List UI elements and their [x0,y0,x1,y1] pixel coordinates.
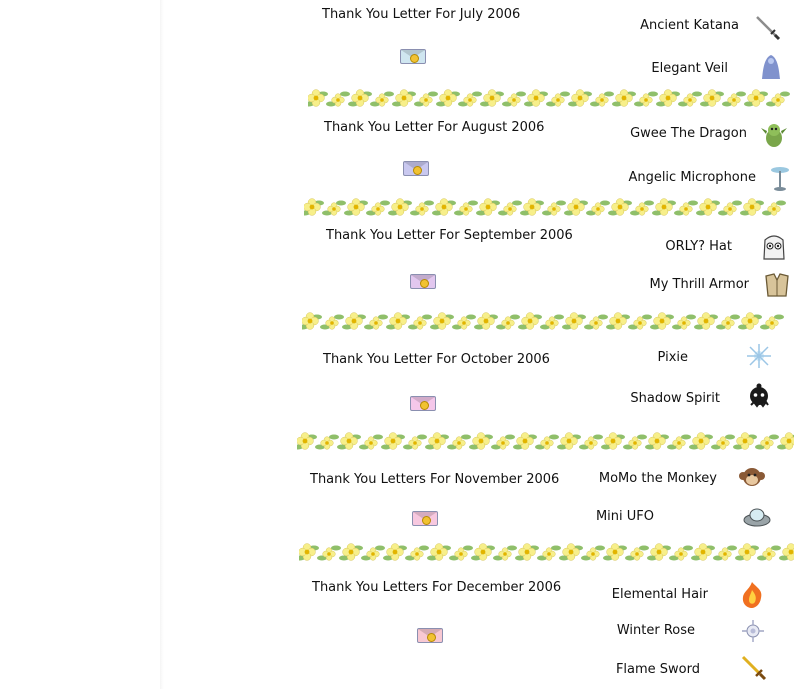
garland-flower [689,433,713,450]
envelope-august[interactable] [403,161,429,176]
garland-flower [667,435,691,450]
garland-flower [436,90,460,107]
garland-flower [537,546,561,561]
garland-flower [410,201,434,216]
garland-flower [564,199,588,216]
item-winter-rose: Winter Rose [616,623,695,638]
garland-flower [634,92,658,107]
garland-flower [672,315,696,330]
garland-flower [647,544,671,561]
garland-flower [366,201,390,216]
garland-flower [650,313,674,330]
item-shadow-spirit: Shadow Spirit [630,391,720,406]
garland-flower [700,90,724,107]
item-ancient-katana: Ancient Katana [640,18,739,33]
flower-garland-divider [304,195,794,221]
garland-flower [304,199,324,216]
garland-flower [625,546,649,561]
item-angelic-microphone: Angelic Microphone [628,170,756,185]
garland-flower [738,313,762,330]
garland-flower [524,90,548,107]
garland-flower [757,546,781,561]
garland-flower [713,546,737,561]
envelope-december[interactable] [417,628,443,643]
garland-flower [344,199,368,216]
garland-flower [302,313,322,330]
item-orly-hat: ORLY? Hat [665,239,732,254]
envelope-october[interactable] [410,396,436,411]
section-title-december: Thank You Letters For December 2006 [312,580,562,595]
microphone-icon [765,164,795,194]
garland-flower [542,201,566,216]
garland-flower [760,315,784,330]
garland-flower [297,433,317,450]
garland-flower [540,315,564,330]
garland-flower [722,92,746,107]
garland-flower [740,199,764,216]
garland-flower [383,544,407,561]
envelope-seal [410,54,419,63]
garland-flower [518,313,542,330]
garland-flower [317,546,341,561]
owl-hat-icon [759,232,789,262]
garland-flower [766,92,790,107]
garland-flower [557,433,581,450]
garland-flower [491,435,515,450]
garland-flower [630,201,654,216]
garland-flower [581,546,605,561]
section-title-november: Thank You Letters For November 2006 [310,472,560,487]
garland-flower [601,433,625,450]
garland-flower [623,435,647,450]
garland-flower [474,313,498,330]
garland-flower [339,544,363,561]
garland-flower [359,435,383,450]
shadow-spirit-icon [744,381,774,411]
garland-flower [348,90,372,107]
garland-flower [469,433,493,450]
garland-flower [716,315,740,330]
item-elemental-hair: Elemental Hair [611,587,708,602]
item-pixie: Pixie [657,350,688,365]
garland-flower [568,90,592,107]
flower-garland-divider [308,86,794,112]
garland-flower [458,92,482,107]
garland-flower [694,313,718,330]
item-flame-sword: Flame Sword [615,662,700,677]
garland-flower [674,201,698,216]
garland-flower [590,92,614,107]
katana-icon [752,12,782,42]
garland-flower [656,90,680,107]
garland-flower [779,544,794,561]
item-mini-ufo: Mini UFO [595,509,654,524]
garland-flower [408,315,432,330]
envelope-july[interactable] [400,49,426,64]
garland-flower [520,199,544,216]
item-my-thrill-armor: My Thrill Armor [649,277,749,292]
garland-flower [711,435,735,450]
garland-flower [513,433,537,450]
section-title-august: Thank You Letter For August 2006 [324,120,545,135]
garland-flower [755,435,779,450]
flame-hair-icon [737,580,767,610]
garland-flower [584,315,608,330]
garland-flower [696,199,720,216]
envelope-september[interactable] [410,274,436,289]
garland-flower [628,315,652,330]
garland-flower [546,92,570,107]
garland-flower [449,546,473,561]
garland-flower [337,433,361,450]
garland-flower [364,315,388,330]
garland-flower [299,544,319,561]
garland-flower [454,201,478,216]
garland-flower [515,544,539,561]
rose-icon [738,616,768,646]
item-elegant-veil: Elegant Veil [651,61,728,76]
flame-sword-icon [738,652,768,682]
garland-flower [452,315,476,330]
armor-icon [762,270,792,300]
garland-flower [432,199,456,216]
envelope-seal [420,401,429,410]
garland-flower [744,90,768,107]
garland-flower [381,433,405,450]
ufo-icon [742,502,772,532]
flower-garland-divider [302,309,794,335]
garland-flower [777,433,794,450]
garland-flower [652,199,676,216]
garland-flower [733,433,757,450]
garland-flower [388,199,412,216]
garland-flower [762,201,786,216]
garland-flower [496,315,520,330]
envelope-seal [413,166,422,175]
garland-flower [447,435,471,450]
garland-flower [386,313,410,330]
pixie-icon [744,341,774,371]
item-gwee-the-dragon: Gwee The Dragon [630,126,747,141]
garland-flower [405,546,429,561]
garland-flower [579,435,603,450]
garland-flower [342,313,366,330]
garland-flower [427,544,451,561]
garland-flower [392,90,416,107]
garland-flower [562,313,586,330]
garland-flower [586,201,610,216]
garland-flower [718,201,742,216]
garland-flower [502,92,526,107]
flower-garland-divider [297,429,794,455]
garland-flower [430,313,454,330]
garland-flower [414,92,438,107]
garland-flower [735,544,759,561]
garland-flower [535,435,559,450]
veil-icon [756,52,786,82]
garland-flower [320,315,344,330]
item-momo-the-monkey: MoMo the Monkey [598,471,717,486]
envelope-november[interactable] [412,511,438,526]
garland-flower [606,313,630,330]
garland-flower [326,92,350,107]
garland-flower [559,544,583,561]
garland-flower [425,433,449,450]
garland-flower [612,90,636,107]
flower-garland-divider [299,540,794,566]
section-title-october: Thank You Letter For October 2006 [323,352,550,367]
garland-flower [361,546,385,561]
envelope-seal [420,279,429,288]
garland-flower [669,546,693,561]
garland-flower [471,544,495,561]
section-title-september: Thank You Letter For September 2006 [326,228,573,243]
garland-flower [308,90,328,107]
garland-flower [498,201,522,216]
section-title-july: Thank You Letter For July 2006 [322,7,521,22]
envelope-seal [422,516,431,525]
dragon-icon [759,120,789,150]
garland-flower [678,92,702,107]
garland-flower [403,435,427,450]
garland-flower [603,544,627,561]
garland-flower [645,433,669,450]
envelope-seal [427,633,436,642]
left-divider-shadow [160,0,164,689]
monkey-icon [737,463,767,493]
garland-flower [315,435,339,450]
garland-flower [691,544,715,561]
garland-flower [370,92,394,107]
garland-flower [322,201,346,216]
garland-flower [493,546,517,561]
garland-flower [476,199,500,216]
garland-flower [480,90,504,107]
garland-flower [608,199,632,216]
